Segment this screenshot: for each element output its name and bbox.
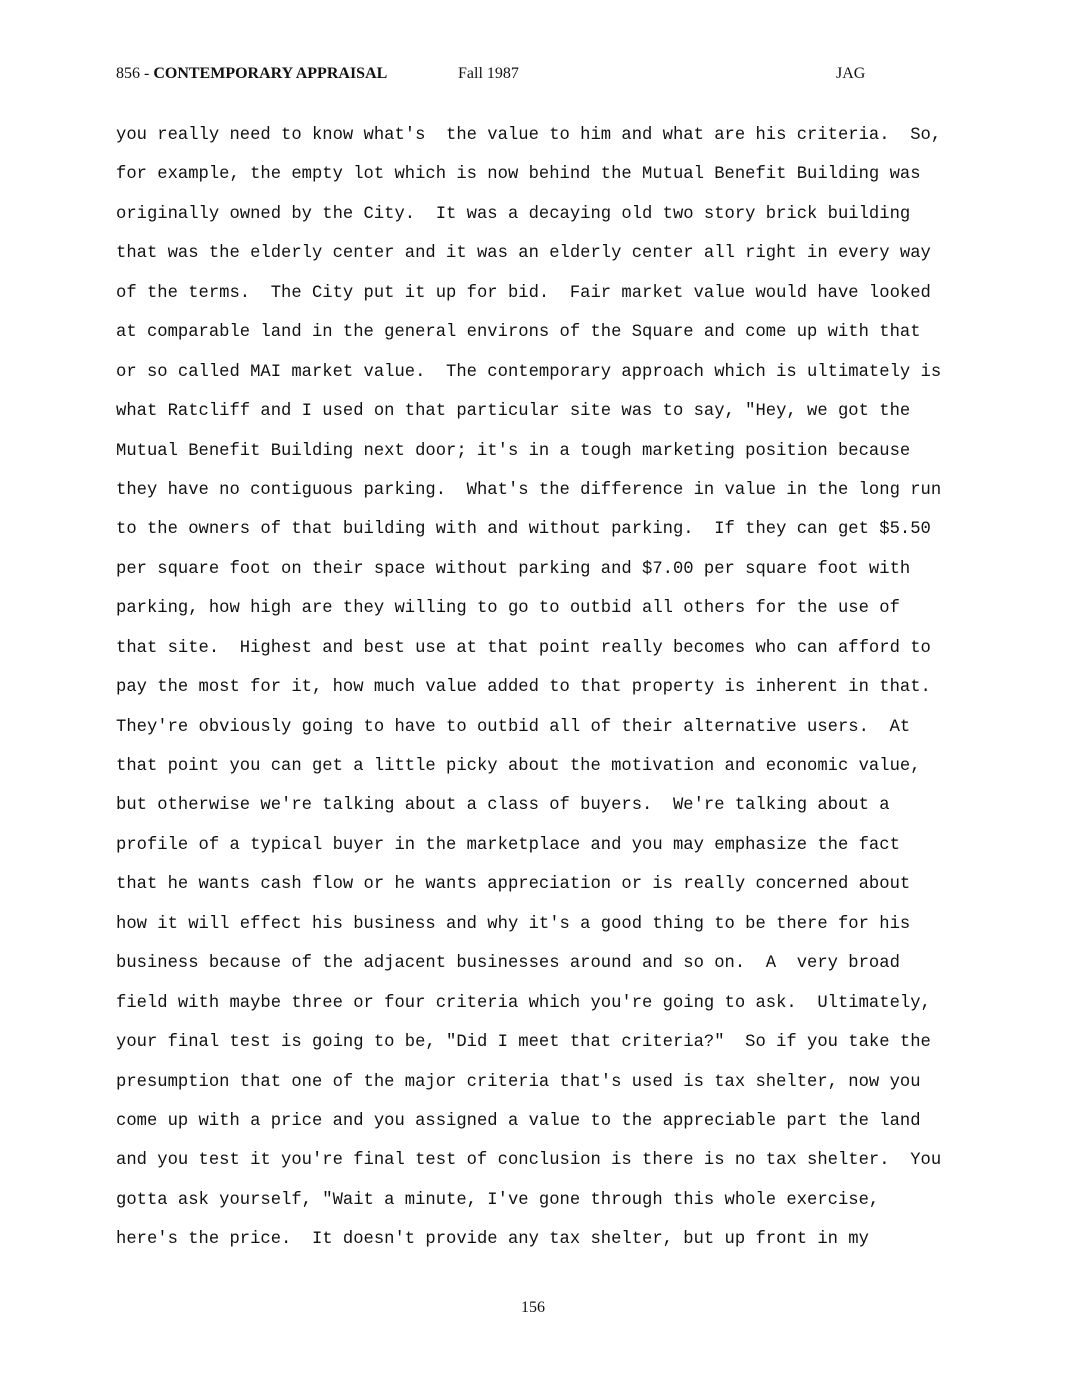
text-line: to the owners of that building with and without parking. If they can get $5.50 xyxy=(116,520,931,540)
text-line: at comparable land in the general environs of the Square and come up with that xyxy=(116,323,921,343)
text-line: what Ratcliff and I used on that particular site was to say, "Hey, we got the xyxy=(116,402,911,422)
text-line: your final test is going to be, "Did I meet that criteria?" So if you take the xyxy=(116,1033,931,1053)
text-line: here's the price. It doesn't provide any tax shelter, but up front in my xyxy=(116,1230,869,1250)
transcript-body xyxy=(116,116,1016,1260)
text-line: they have no contiguous parking. What's the difference in value in the long run xyxy=(116,480,942,500)
text-line: pay the most for it, how much value added to that property is inherent in that. xyxy=(116,678,931,698)
text-line: that was the elderly center and it was an elderly center all right in every way xyxy=(116,244,931,264)
text-line: come up with a price and you assigned a value to the appreciable part the land xyxy=(116,1111,921,1131)
text-line: business because of the adjacent businesses around and so on. A very broad xyxy=(116,954,900,974)
text-line: of the terms. The City put it up for bid. Fair market value would have looked xyxy=(116,283,931,303)
term-label: Fall 1987 xyxy=(458,65,519,82)
course-number: 856 - xyxy=(116,65,154,82)
text-line: per square foot on their space without parking and $7.00 per square foot with xyxy=(116,559,911,579)
text-line: but otherwise we're talking about a class of buyers. We're talking about a xyxy=(116,796,890,816)
text-line: field with maybe three or four criteria which you're going to ask. Ultimately, xyxy=(116,993,931,1013)
text-line: Mutual Benefit Building next door; it's in a tough marketing position because xyxy=(116,441,911,461)
course-heading xyxy=(116,62,387,86)
text-line: They're obviously going to have to outbid all of their alternative users. At xyxy=(116,717,911,737)
text-line: that he wants cash flow or he wants appreciation or is really concerned about xyxy=(116,875,911,895)
course-title: CONTEMPORARY APPRAISAL xyxy=(153,65,388,82)
page-header xyxy=(0,62,1066,86)
text-line: presumption that one of the major criteria that's used is tax shelter, now you xyxy=(116,1072,921,1092)
text-line: that point you can get a little picky about the motivation and economic value, xyxy=(116,757,921,776)
text-line: parking, how high are they willing to go to outbid all others for the use of xyxy=(116,599,900,619)
text-line: how it will effect his business and why it's a good thing to be there for his xyxy=(116,914,911,934)
text-line: originally owned by the City. It was a decaying old two story brick building xyxy=(116,204,911,224)
text-line: you really need to know what's the value to him and what are his criteria. So, xyxy=(116,126,942,145)
text-line: gotta ask yourself, "Wait a minute, I've gone through this whole exercise, xyxy=(116,1190,880,1210)
author-initials: JAG xyxy=(836,65,866,82)
text-line: or so called MAI market value. The contemporary approach which is ultimately is xyxy=(116,362,942,382)
text-line: profile of a typical buyer in the marketplace and you may emphasize the fact xyxy=(116,835,900,855)
text-line: that site. Highest and best use at that point really becomes who can afford to xyxy=(116,638,931,658)
page-number: 156 xyxy=(521,1299,545,1316)
text-line: and you test it you're final test of conclusion is there is no tax shelter. You xyxy=(116,1151,942,1171)
text-line: for example, the empty lot which is now behind the Mutual Benefit Building was xyxy=(116,165,921,185)
